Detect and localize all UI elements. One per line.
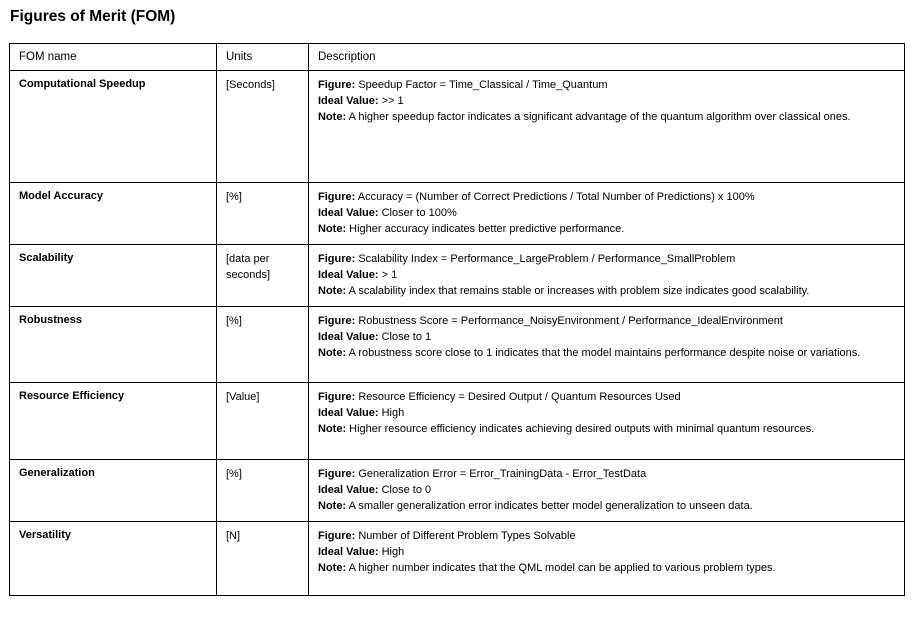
description-cell [309, 522, 905, 596]
description-cell [309, 245, 905, 307]
column-header-fom-name: FOM name [10, 44, 217, 71]
ideal-value-value: Close to 0 [381, 484, 432, 496]
table-row [10, 383, 905, 460]
note-line [318, 283, 894, 299]
figure-value: Number of Different Problem Types Solvable [358, 530, 576, 542]
figure-label: Figure: [318, 253, 356, 265]
fom-name-cell: Model Accuracy [10, 183, 217, 245]
note-line [318, 345, 894, 361]
ideal-value-label: Ideal Value: [318, 269, 379, 281]
table-row [10, 71, 905, 183]
note-line [318, 421, 894, 437]
figure-value: Scalability Index = Performance_LargeProblem / Performance_SmallProblem [358, 253, 736, 265]
table-row [10, 460, 905, 522]
ideal-value-label: Ideal Value: [318, 546, 379, 558]
note-label: Note: [318, 223, 347, 235]
figure-label: Figure: [318, 530, 356, 542]
note-value: A robustness score close to 1 indicates that the model maintains performance despite noise or variations. [348, 347, 861, 359]
figure-value: Speedup Factor = Time_Classical / Time_Quantum [358, 79, 608, 91]
note-label: Note: [318, 423, 347, 435]
figure-line [318, 189, 894, 205]
units-cell: [%] [217, 460, 309, 522]
ideal-value-label: Ideal Value: [318, 95, 379, 107]
ideal-value-line [318, 205, 894, 221]
ideal-value-line [318, 482, 894, 498]
ideal-value-value: > 1 [381, 269, 398, 281]
note-label: Note: [318, 500, 347, 512]
ideal-value-value: Close to 1 [381, 331, 432, 343]
column-header-units: Units [217, 44, 309, 71]
description-cell [309, 183, 905, 245]
figure-value: Robustness Score = Performance_NoisyEnvironment / Performance_IdealEnvironment [358, 315, 783, 327]
ideal-value-value: >> 1 [381, 95, 404, 107]
table-row [10, 307, 905, 383]
ideal-value-value: High [381, 546, 405, 558]
ideal-value-line [318, 544, 894, 560]
units-cell: [Seconds] [217, 71, 309, 183]
table-row [10, 245, 905, 307]
note-line [318, 560, 894, 576]
fom-name-cell: Resource Efficiency [10, 383, 217, 460]
description-cell [309, 307, 905, 383]
fom-name-cell: Scalability [10, 245, 217, 307]
note-value: A smaller generalization error indicates better model generalization to unseen data. [348, 500, 753, 512]
figure-label: Figure: [318, 468, 356, 480]
figure-line [318, 466, 894, 482]
fom-name-cell: Computational Speedup [10, 71, 217, 183]
ideal-value-label: Ideal Value: [318, 484, 379, 496]
fom-name-cell: Generalization [10, 460, 217, 522]
note-label: Note: [318, 285, 347, 297]
description-cell [309, 460, 905, 522]
table-row [10, 522, 905, 596]
note-value: A higher speedup factor indicates a significant advantage of the quantum algorithm over classical ones. [348, 111, 851, 123]
ideal-value-line [318, 93, 894, 109]
figure-value: Generalization Error = Error_TrainingData - Error_TestData [358, 468, 647, 480]
note-value: Higher accuracy indicates better predictive performance. [349, 223, 625, 235]
table-body [10, 71, 905, 596]
note-label: Note: [318, 562, 347, 574]
units-cell: [N] [217, 522, 309, 596]
note-label: Note: [318, 347, 347, 359]
figure-value: Accuracy = (Number of Correct Predictions / Total Number of Predictions) x 100% [357, 191, 755, 203]
figure-line [318, 528, 894, 544]
page-title: Figures of Merit (FOM) [10, 8, 176, 25]
column-header-description: Description [309, 44, 905, 71]
note-line [318, 221, 894, 237]
fom-table [9, 43, 905, 596]
note-line [318, 498, 894, 514]
note-value: A scalability index that remains stable or increases with problem size indicates good scalability. [348, 285, 810, 297]
table-row [10, 183, 905, 245]
figure-line [318, 313, 894, 329]
figure-line [318, 251, 894, 267]
ideal-value-line [318, 405, 894, 421]
ideal-value-value: Closer to 100% [381, 207, 457, 219]
ideal-value-value: High [381, 407, 405, 419]
description-cell [309, 383, 905, 460]
ideal-value-label: Ideal Value: [318, 407, 379, 419]
figure-line [318, 77, 894, 93]
units-cell: [Value] [217, 383, 309, 460]
units-cell: [data per seconds] [217, 245, 309, 307]
ideal-value-line [318, 329, 894, 345]
units-cell: [%] [217, 307, 309, 383]
figure-value: Resource Efficiency = Desired Output / Quantum Resources Used [358, 391, 681, 403]
figure-label: Figure: [318, 191, 356, 203]
figure-label: Figure: [318, 79, 356, 91]
units-cell: [%] [217, 183, 309, 245]
note-line [318, 109, 894, 125]
figure-label: Figure: [318, 315, 356, 327]
fom-name-cell: Robustness [10, 307, 217, 383]
ideal-value-line [318, 267, 894, 283]
description-cell [309, 71, 905, 183]
figure-line [318, 389, 894, 405]
fom-name-cell: Versatility [10, 522, 217, 596]
ideal-value-label: Ideal Value: [318, 331, 379, 343]
note-value: Higher resource efficiency indicates achieving desired outputs with minimal quantum resources. [349, 423, 815, 435]
note-value: A higher number indicates that the QML model can be applied to various problem types. [348, 562, 776, 574]
figure-label: Figure: [318, 391, 356, 403]
ideal-value-label: Ideal Value: [318, 207, 379, 219]
note-label: Note: [318, 111, 347, 123]
table-header-row [10, 44, 905, 71]
